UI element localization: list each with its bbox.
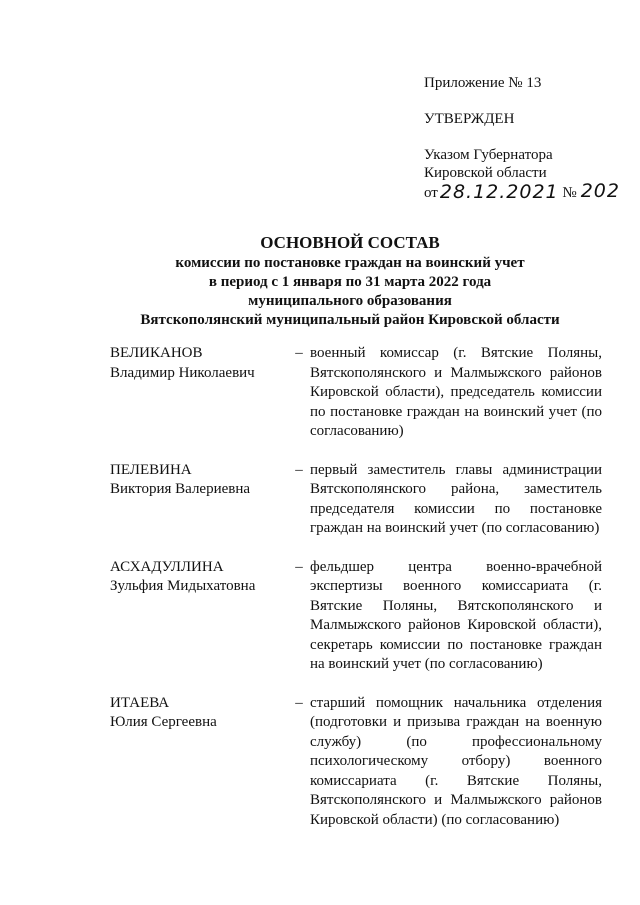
member-given-names: Владимир Николаевич — [110, 364, 255, 381]
heading-line-5: Вятскополянский муниципальный район Кировской области — [140, 312, 560, 328]
decree-line-1: Указом Губернатора — [424, 147, 553, 163]
document-heading — [60, 232, 640, 330]
approved-label: УТВЕРЖДЕН — [424, 111, 515, 127]
member-surname: ИТАЕВА — [110, 694, 170, 711]
decree-line-2: Кировской области — [424, 165, 547, 181]
handwritten-date: 28.12.2021 — [439, 181, 559, 203]
heading-title: ОСНОВНОЙ СОСТАВ — [260, 233, 440, 252]
member-description: старший помощник начальника отделения (подготовки и призыва граждан на военную службу) (по профессиональному психологическому отбору) военного комиссариата (г. Вятские Поляны, Вятскополянского и Малмыжского районов Кировской области) (по согласованию) — [310, 694, 602, 828]
member-entry — [110, 344, 602, 442]
member-given-names: Юлия Сергеевна — [110, 714, 217, 730]
member-dash: – — [295, 558, 303, 575]
member-dash: – — [295, 461, 303, 478]
member-name — [110, 558, 288, 675]
member-dash: – — [295, 694, 303, 711]
member-name — [110, 694, 288, 831]
number-prefix: № — [562, 185, 577, 201]
member-description: первый заместитель главы администрации Вятскополянского района, заместитель председателя комиссии по постановке граждан на воинский учет (по согласованию) — [310, 461, 602, 536]
member-name — [110, 344, 288, 442]
member-name — [110, 461, 288, 539]
members-list — [110, 344, 602, 849]
heading-line-3: в период с 1 января по 31 марта 2022 года — [208, 274, 492, 290]
decree-date-line — [424, 182, 620, 202]
date-prefix: от — [424, 185, 438, 201]
member-surname: ПЕЛЕВИНА — [110, 461, 192, 478]
member-description: фельдшер центра военно-врачебной экспертизы военного комиссариата (г. Вятские Поляны, Вятскополянского и Малмыжского районов Кировской области), секретарь комиссии по постановке граждан на воинский учет (по согласованию) — [310, 558, 602, 672]
heading-line-4: муниципального образования — [248, 293, 452, 309]
member-surname: АСХАДУЛЛИНА — [110, 558, 224, 575]
member-dash: – — [295, 345, 303, 361]
member-description: военный комиссар (г. Вятские Поляны, Вятскополянского и Малмыжского районов Кировской области), председатель комиссии по постановке граждан на воинский учет (по согласованию) — [310, 345, 602, 439]
heading-line-2: комиссии по постановке граждан на воинский учет — [175, 255, 525, 271]
member-entry — [110, 558, 602, 675]
member-entry — [110, 461, 602, 539]
approval-block — [424, 74, 620, 202]
appendix-label: Приложение № 13 — [424, 75, 542, 91]
member-entry — [110, 694, 602, 831]
member-surname: ВЕЛИКАНОВ — [110, 345, 203, 361]
handwritten-number: 202 — [580, 180, 620, 202]
member-given-names: Зульфия Мидыхатовна — [110, 578, 256, 594]
member-given-names: Виктория Валериевна — [110, 481, 251, 497]
